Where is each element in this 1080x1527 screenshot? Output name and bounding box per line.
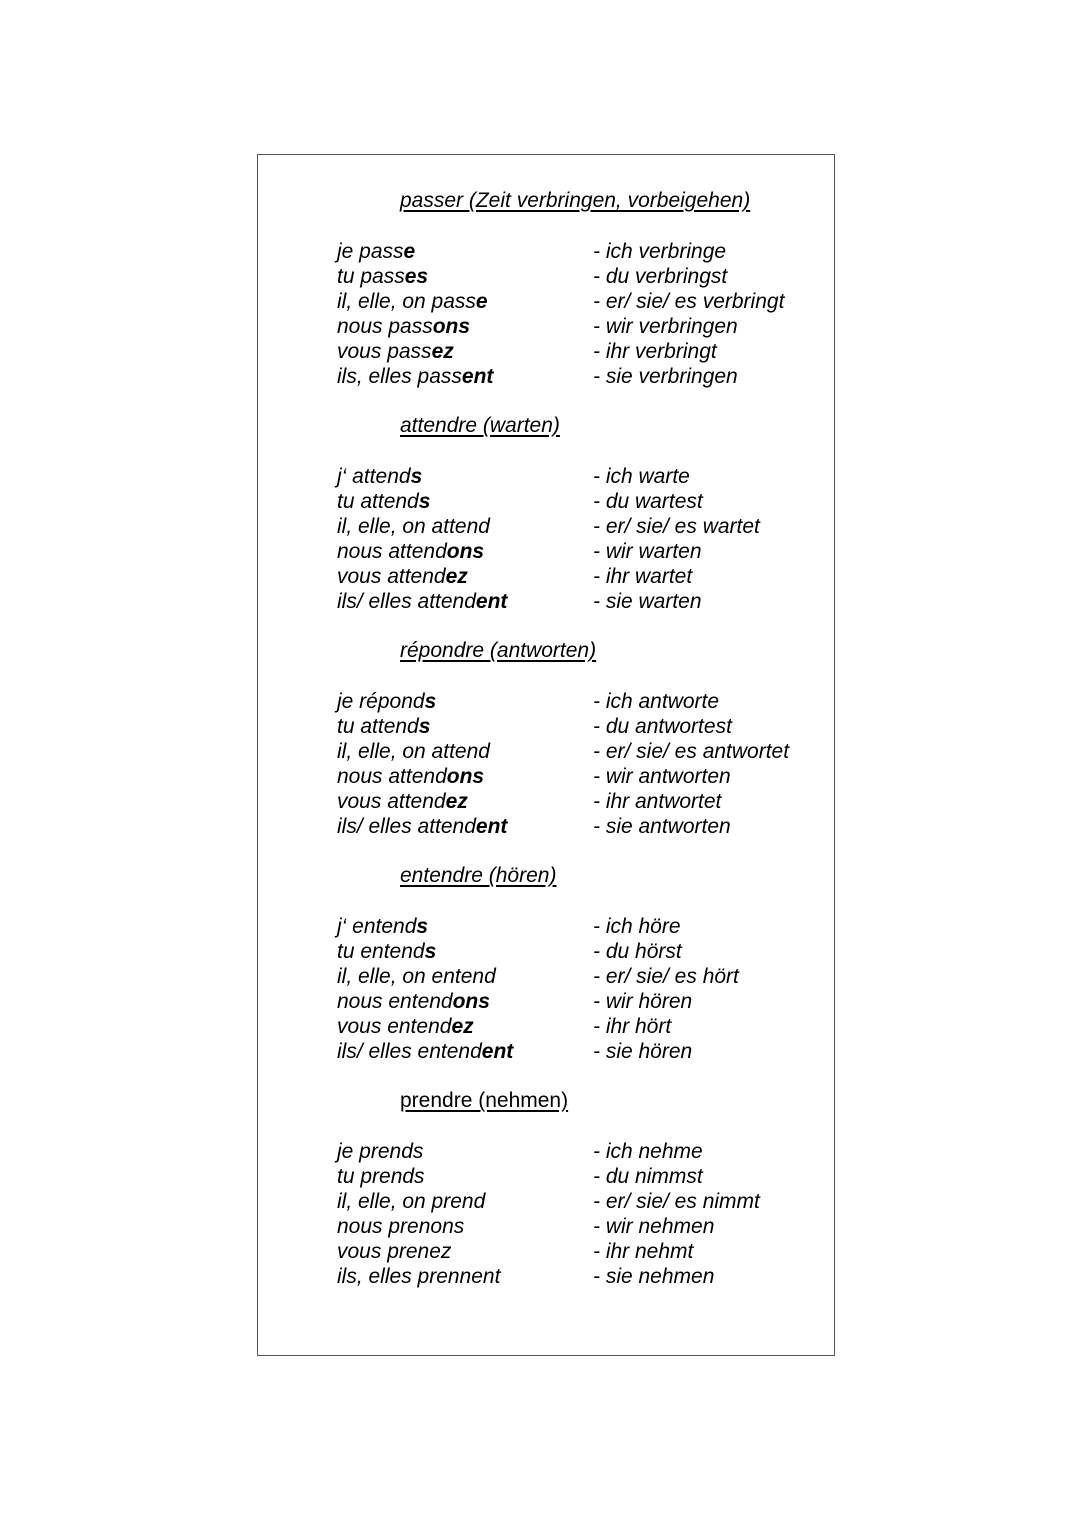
german-form: - sie verbringen — [593, 365, 738, 388]
verb-stem: tu attend — [337, 490, 419, 513]
french-form — [337, 714, 507, 739]
verb-stem: vous entend — [337, 1015, 452, 1038]
verb-ending: ons — [446, 540, 485, 563]
french-form — [337, 1189, 500, 1214]
french-form — [337, 1014, 513, 1039]
french-form — [337, 264, 493, 289]
french-form — [337, 1164, 500, 1189]
verb-ending: ons — [432, 315, 471, 338]
german-form: - wir warten — [593, 540, 702, 563]
verb-stem: vous attend — [337, 565, 446, 588]
conjugation-sheet — [257, 154, 835, 1356]
french-form — [337, 564, 507, 589]
verb-stem: tu attend — [337, 715, 419, 738]
german-form: - ich antworte — [593, 690, 720, 713]
verb-stem: ils, elles prennent — [337, 1265, 501, 1288]
verb-stem: nous entend — [337, 990, 453, 1013]
french-conjugation-column — [337, 1139, 500, 1289]
german-form: - wir verbringen — [593, 315, 738, 338]
verb-stem: nous prenons — [337, 1215, 465, 1238]
german-form: - ich verbringe — [593, 240, 727, 263]
french-conjugation-column — [337, 239, 493, 389]
french-form — [337, 239, 493, 264]
french-form — [337, 789, 507, 814]
verb-ending: s — [410, 465, 423, 488]
verb-stem: vous prenez — [337, 1240, 452, 1263]
verb-title: attendre (warten) — [400, 414, 560, 437]
german-translation-column — [593, 914, 739, 1064]
verb-ending: ons — [452, 990, 490, 1013]
verb-ending: ent — [475, 590, 508, 613]
verb-stem: j‘ attend — [337, 465, 411, 488]
verb-title: répondre (antworten) — [400, 639, 597, 662]
german-translation-column — [593, 1139, 760, 1289]
verb-stem: il, elle, on attend — [337, 740, 490, 763]
verb-section — [258, 380, 834, 613]
verb-stem: nous pass — [337, 315, 433, 338]
verb-stem: ils/ elles attend — [337, 590, 476, 613]
french-form — [337, 1214, 500, 1239]
verb-ending: s — [424, 940, 437, 963]
verb-section — [258, 605, 834, 838]
german-translation-column — [593, 464, 760, 614]
verb-ending: s — [424, 690, 437, 713]
verb-ending: e — [475, 290, 488, 313]
french-form — [337, 1264, 500, 1289]
verb-stem: je prends — [337, 1140, 424, 1163]
french-form — [337, 914, 513, 939]
french-conjugation-column — [337, 689, 507, 839]
french-form — [337, 539, 507, 564]
german-translation-column — [593, 689, 789, 839]
verb-stem: il, elle, on entend — [337, 965, 496, 988]
german-form: - ihr hört — [593, 1015, 672, 1038]
german-form: - du verbringst — [593, 265, 728, 288]
french-form — [337, 739, 507, 764]
verb-ending: ent — [481, 1040, 514, 1063]
german-form: - du antwortest — [593, 715, 732, 738]
french-form — [337, 1239, 500, 1264]
german-form: - er/ sie/ es nimmt — [593, 1190, 760, 1213]
verb-ending: s — [418, 490, 431, 513]
verb-title: entendre (hören) — [400, 864, 557, 887]
verb-ending: e — [403, 240, 416, 263]
verb-stem: tu pass — [337, 265, 405, 288]
german-form: - sie hören — [593, 1040, 693, 1063]
verb-ending: ez — [451, 1015, 474, 1038]
german-form: - ihr antwortet — [593, 790, 722, 813]
verb-stem: j‘ entend — [337, 915, 417, 938]
verb-stem: il, elle, on attend — [337, 515, 490, 538]
verb-stem: je pass — [337, 240, 404, 263]
verb-ending: s — [418, 715, 431, 738]
german-form: - er/ sie/ es antwortet — [593, 740, 790, 763]
verb-title: passer (Zeit verbringen, vorbeigehen) — [400, 189, 751, 212]
verb-ending: ent — [475, 815, 508, 838]
verb-section — [258, 155, 834, 388]
german-form: - ich warte — [593, 465, 690, 488]
french-form — [337, 314, 493, 339]
french-form — [337, 939, 513, 964]
verb-ending: ez — [445, 565, 468, 588]
verb-stem: nous attend — [337, 540, 447, 563]
verb-ending: ez — [431, 340, 454, 363]
german-form: - ich nehme — [593, 1140, 703, 1163]
verb-stem: tu prends — [337, 1165, 425, 1188]
german-form: - ihr nehmt — [593, 1240, 694, 1263]
german-form: - ich höre — [593, 915, 681, 938]
french-form — [337, 964, 513, 989]
verb-ending: ez — [445, 790, 468, 813]
verb-title: prendre (nehmen) — [400, 1089, 569, 1112]
verb-stem: ils/ elles attend — [337, 815, 476, 838]
french-conjugation-column — [337, 914, 513, 1064]
french-form — [337, 464, 507, 489]
german-form: - du hörst — [593, 940, 682, 963]
german-translation-column — [593, 239, 784, 389]
german-form: - sie warten — [593, 590, 702, 613]
german-form: - du nimmst — [593, 1165, 703, 1188]
verb-stem: vous attend — [337, 790, 446, 813]
verb-ending: s — [416, 915, 429, 938]
verb-stem: ils/ elles entend — [337, 1040, 482, 1063]
verb-stem: nous attend — [337, 765, 447, 788]
french-form — [337, 764, 507, 789]
verb-stem: il, elle, on pass — [337, 290, 476, 313]
french-form — [337, 1139, 500, 1164]
german-form: - wir nehmen — [593, 1215, 715, 1238]
german-form: - sie antworten — [593, 815, 731, 838]
german-form: - sie nehmen — [593, 1265, 715, 1288]
french-form — [337, 489, 507, 514]
german-form: - er/ sie/ es hört — [593, 965, 739, 988]
german-form: - er/ sie/ es verbringt — [593, 290, 785, 313]
french-form — [337, 989, 513, 1014]
verb-section — [258, 1055, 834, 1288]
german-form: - du wartest — [593, 490, 703, 513]
verb-stem: je répond — [337, 690, 425, 713]
verb-section — [258, 830, 834, 1063]
german-form: - ihr wartet — [593, 565, 693, 588]
german-form: - ihr verbringt — [593, 340, 717, 363]
verb-stem: il, elle, on prend — [337, 1190, 486, 1213]
verb-stem: tu entend — [337, 940, 425, 963]
french-form — [337, 514, 507, 539]
german-form: - wir antworten — [593, 765, 731, 788]
german-form: - wir hören — [593, 990, 693, 1013]
german-form: - er/ sie/ es wartet — [593, 515, 760, 538]
verb-ending: ent — [461, 365, 494, 388]
french-form — [337, 289, 493, 314]
french-conjugation-column — [337, 464, 507, 614]
verb-ending: es — [404, 265, 429, 288]
verb-stem: ils, elles pass — [337, 365, 462, 388]
verb-ending: ons — [446, 765, 485, 788]
french-form — [337, 339, 493, 364]
verb-stem: vous pass — [337, 340, 432, 363]
french-form — [337, 689, 507, 714]
